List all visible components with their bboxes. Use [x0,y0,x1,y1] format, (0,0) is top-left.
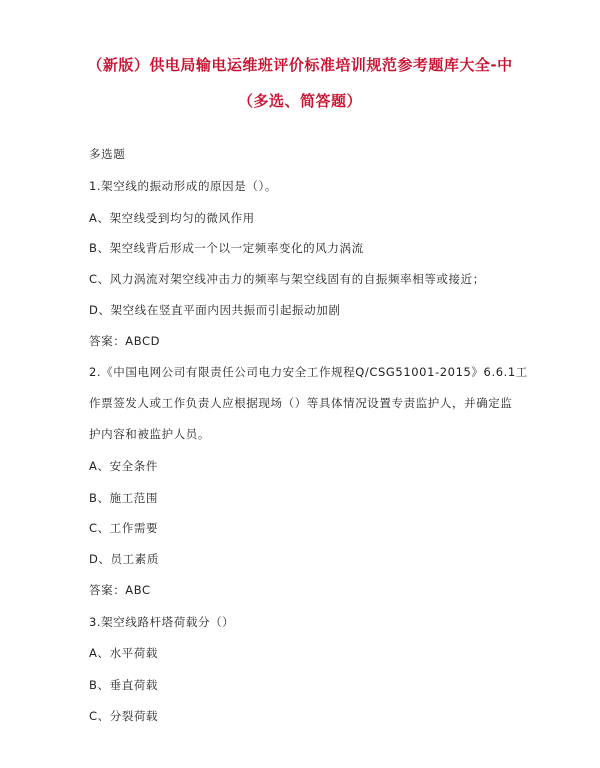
question-1-option-b: B、架空线背后形成一个以一定频率变化的风力涡流 [89,241,364,255]
section-heading: 多选题 [89,147,126,161]
question-1-option-d: D、架空线在竖直平面内因共振而引起振动加剧 [89,303,341,317]
question-2-option-c: C、工作需要 [89,521,159,535]
question-1-option-c: C、风力涡流对架空线冲击力的频率与架空线固有的自振频率相等或接近； [89,272,485,286]
question-2-stem-line-1: 2.《中国电网公司有限责任公司电力安全工作规程Q/CSG51001-2015》6.6.1工 [89,365,528,379]
doc-title: （新版）供电局输电运维班评价标准培训规范参考题库大全-中 [87,56,513,74]
question-3-option-a: A、水平荷载 [89,646,158,660]
doc-subtitle: （多选、简答题） [237,92,362,110]
question-2-stem-line-2: 作票签发人或工作负责人应根据现场（）等具体情况设置专责监护人，并确定监 [89,396,513,410]
question-1-stem: 1.架空线的振动形成的原因是（）。 [89,179,277,193]
question-2-option-a: A、安全条件 [89,459,158,473]
question-1-option-a: A、架空线受到均匀的微风作用 [89,211,255,225]
question-2-option-b: B、施工范围 [89,491,158,505]
question-2-stem-line-3: 护内容和被监护人员。 [89,427,210,441]
question-1-answer: 答案：ABCD [89,334,161,348]
question-2-option-d: D、员工素质 [89,552,159,566]
question-3-stem: 3.架空线路杆塔荷载分（） [89,615,235,629]
question-2-answer: 答案：ABC [89,583,151,597]
question-3-option-c: C、分裂荷载 [89,709,159,723]
question-3-option-b: B、垂直荷载 [89,678,158,692]
